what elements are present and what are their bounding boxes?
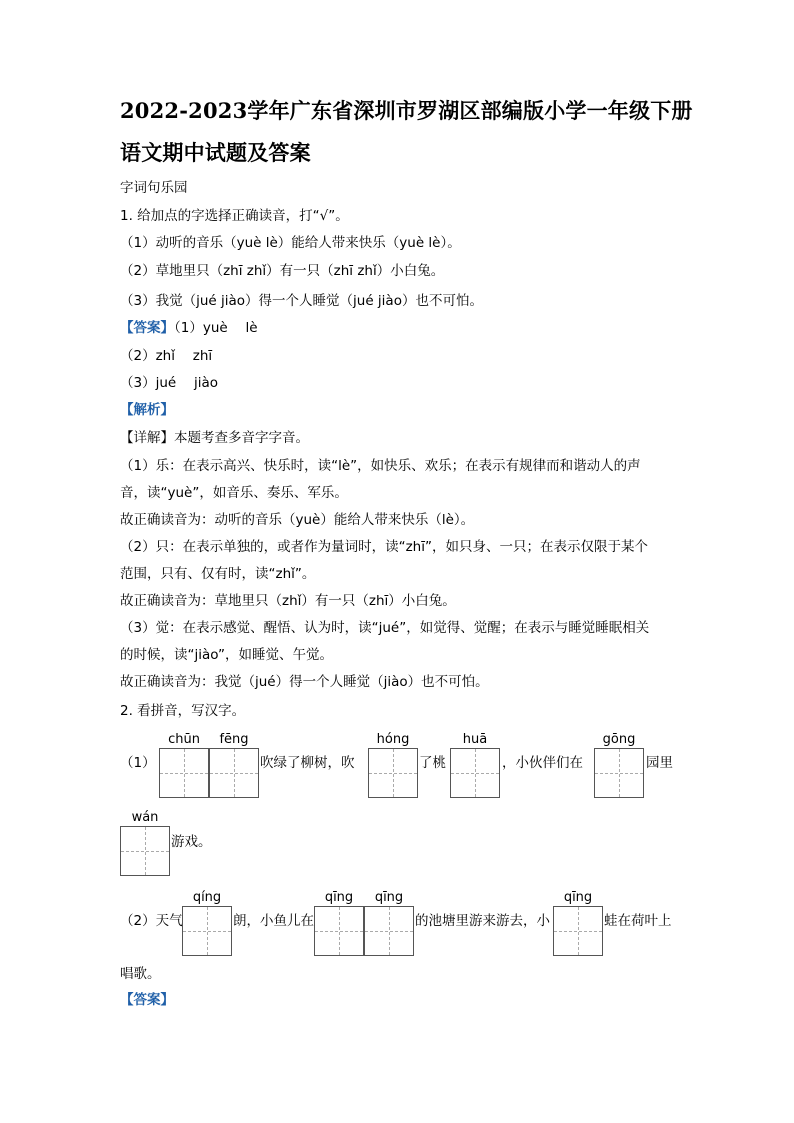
pinyin-chun: chūn: [168, 732, 200, 747]
q2-s2-text-4: 唱歌。: [120, 966, 161, 982]
writing-box[interactable]: [553, 906, 603, 956]
explain-line-9: 故正确读音为：我觉（jué）得一个人睡觉（jiào）也不可怕。: [120, 674, 489, 690]
explain-line-8: 的时候，读“jiào”，如睡觉、午觉。: [120, 647, 334, 663]
writing-box[interactable]: [368, 748, 418, 798]
detail-text: 本题考查多音字字音。: [174, 430, 309, 446]
explain-line-6: 故正确读音为：草地里只（zhǐ）有一只（zhī）小白兔。: [120, 593, 456, 609]
writing-box[interactable]: [314, 906, 364, 956]
explain-line-1: （1）乐：在表示高兴、快乐时，读“lè”，如快乐、欢乐；在表示有规律而和谐动人的声: [120, 458, 641, 474]
q2-s1-text-3: ，小伙伴们在: [502, 755, 583, 771]
q2-s1-text-1: 吹绿了柳树，吹: [260, 755, 355, 771]
explain-line-5: 范围，只有、仅有时，读“zhǐ”。: [120, 566, 316, 582]
writing-box[interactable]: [209, 748, 259, 798]
answer-1: （1）yuè lè: [174, 320, 258, 336]
pinyin-hua: huā: [462, 732, 488, 747]
q2-s1-text-2: 了桃: [419, 755, 446, 771]
answer-line-1: [120, 322, 258, 336]
detail-label: 【详解】: [120, 430, 174, 446]
explain-line-7: （3）觉：在表示感觉、醒悟、认为时，读“jué”，如觉得、觉醒；在表示与睡觉睡眠相关: [120, 620, 650, 636]
section-heading: 字词句乐园: [120, 180, 188, 196]
pinyin-hong: hóng: [376, 732, 410, 747]
explain-line-4: （2）只：在表示单独的，或者作为量词时，读“zhī”，如只身、一只；在表示仅限于某个: [120, 539, 648, 555]
detail-line: [120, 432, 309, 446]
question-2-stem: 2. 看拼音，写汉字。: [120, 703, 246, 719]
question-1-item-2: （2）草地里只（zhī zhǐ）有一只（zhī zhǐ）小白兔。: [120, 263, 445, 279]
writing-box[interactable]: [120, 826, 170, 876]
pinyin-qing-3: qīng: [374, 890, 404, 905]
question-2-answer-label: 【答案】: [120, 992, 174, 1008]
writing-box[interactable]: [594, 748, 644, 798]
answer-2: （2）zhǐ zhī: [120, 348, 213, 364]
explain-line-2: 音，读“yuè”，如音乐、奏乐、军乐。: [120, 485, 348, 501]
q2-s2-text-3: 蛙在荷叶上: [604, 913, 672, 929]
pinyin-qing-2: qīng: [324, 890, 354, 905]
pinyin-wan: wán: [131, 810, 159, 825]
document-title-line-1: 2022-2023学年广东省深圳市罗湖区部编版小学一年级下册: [120, 98, 693, 123]
question-1-stem: 1. 给加点的字选择正确读音，打“√”。: [120, 208, 349, 224]
pinyin-gong: gōng: [602, 732, 636, 747]
question-1-item-1: （1）动听的音乐（yuè lè）能给人带来快乐（yuè lè）。: [120, 235, 461, 251]
answer-3: （3）jué jiào: [120, 375, 219, 391]
q2-s2-text-2: 的池塘里游来游去，小: [415, 913, 550, 929]
pinyin-feng: fēng: [219, 732, 249, 747]
answer-label: 【答案】: [120, 320, 174, 336]
writing-box[interactable]: [450, 748, 500, 798]
analysis-label: 【解析】: [120, 402, 174, 418]
q2-s2-lead: （2）天气: [120, 913, 183, 929]
q2-s1-lead: （1）: [120, 755, 156, 771]
writing-box[interactable]: [159, 748, 209, 798]
q2-s1-text-4: 园里: [646, 755, 673, 771]
pinyin-qing-4: qīng: [563, 890, 593, 905]
writing-box[interactable]: [364, 906, 414, 956]
document-title-line-2: 语文期中试题及答案: [120, 140, 311, 165]
explain-line-3: 故正确读音为：动听的音乐（yuè）能给人带来快乐（lè）。: [120, 512, 475, 528]
writing-box[interactable]: [182, 906, 232, 956]
q2-s2-text-1: 朗，小鱼儿在: [233, 913, 314, 929]
pinyin-qing-1: qíng: [192, 890, 222, 905]
question-1-item-3: （3）我觉（jué jiào）得一个人睡觉（jué jiào）也不可怕。: [120, 293, 483, 309]
q2-s1-text-5: 游戏。: [171, 834, 212, 850]
